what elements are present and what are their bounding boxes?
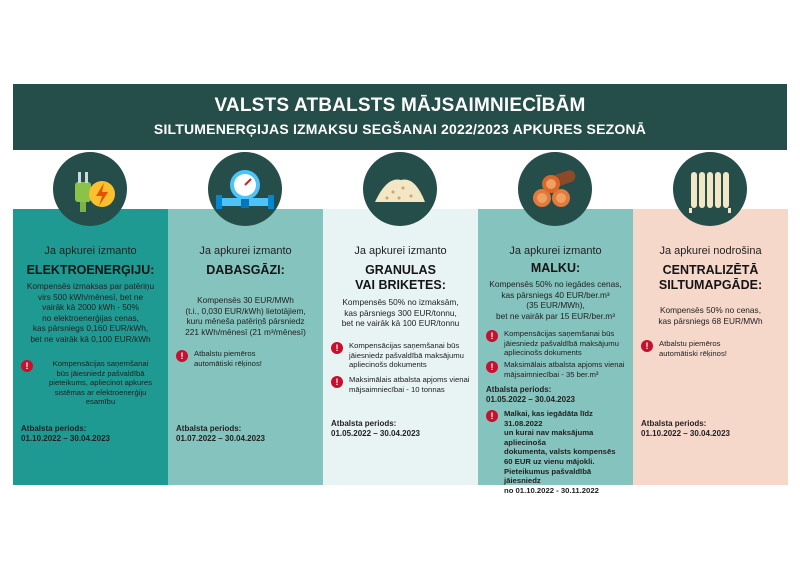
intro-text: Ja apkurei izmanto	[44, 245, 137, 257]
column-body: Kompensēs izmaksas par patēriņu virs 500 kWh/mēnesī, bet ne vairāk kā 2000 kWh - 50% no elektroenerģijas cenas, kas pārsniegs 0,160 EUR/kWh, bet ne vairāk kā 0,100 EUR/kWh	[26, 281, 155, 344]
warning-note: ! Atbalstu piemēros automātiski rēķinos!	[176, 349, 317, 368]
header-banner	[13, 84, 787, 150]
pellets-pile-icon	[363, 152, 437, 226]
column-pellets	[323, 209, 478, 485]
support-period: Atbalsta periods: 01.10.2022 – 30.04.2023	[641, 419, 730, 438]
firewood-extra-note: ! Malkai, kas iegādāta līdz 31.08.2022 un kurai nav maksājuma apliecinoša dokumenta, valsts kompensēs 60 EUR uz vienu mājokli. Pieteikumus pašvaldībā jāiesniedz no 01.10.2022 - 30.11.2022	[486, 409, 627, 495]
firewood-logs-icon	[518, 152, 592, 226]
warning-note: ! Maksimālais atbalsta apjoms vienai mājsaimniecībai - 35 ber.m³	[486, 360, 627, 379]
intro-text: Ja apkurei izmanto	[199, 245, 292, 257]
warning-note: ! Kompensācijas saņemšanai būs jāiesniedz pašvaldībā maksājumu apliecinošs dokuments	[331, 341, 472, 370]
column-heading: MALKU:	[530, 261, 581, 275]
column-heading: GRANULAS VAI BRIKETES:	[355, 263, 446, 292]
warning-icon: !	[486, 410, 498, 422]
column-body: Kompensēs 50% no izmaksām, kas pārsniegs 300 EUR/tonnu, bet ne vairāk kā 100 EUR/tonnu	[341, 297, 460, 329]
column-heading: DABASGĀZI:	[206, 263, 285, 277]
column-body: Kompensēs 30 EUR/MWh (t.i., 0,030 EUR/kWh) lietotājiem, kuru mēneša patēriņš pārsniedz 221 kWh/mēnesī (21 m³/mēnesī)	[185, 295, 306, 337]
column-gas	[168, 209, 323, 485]
warning-note: ! Atbalstu piemēros automātiski rēķinos!	[641, 339, 782, 358]
column-district-heating	[633, 209, 788, 485]
radiator-icon	[673, 152, 747, 226]
warning-icon: !	[176, 350, 188, 362]
warning-icon: !	[331, 342, 343, 354]
support-period: Atbalsta periods: 01.05.2022 – 30.04.2023	[331, 419, 420, 438]
support-period: Atbalsta periods: 01.05.2022 – 30.04.2023	[486, 385, 575, 404]
warning-icon: !	[331, 376, 343, 388]
support-period: Atbalsta periods: 01.10.2022 – 30.04.2023	[21, 424, 110, 443]
plug-lightning-icon	[53, 152, 127, 226]
warning-icon: !	[486, 330, 498, 342]
warning-icon: !	[641, 340, 653, 352]
gas-meter-icon	[208, 152, 282, 226]
warning-icon: !	[21, 360, 33, 372]
column-firewood	[478, 209, 633, 495]
column-electricity	[13, 209, 168, 485]
page-title: VALSTS ATBALSTS MĀJSAIMNIECĪBĀM	[214, 95, 586, 116]
intro-text: Ja apkurei izmanto	[354, 245, 447, 257]
warning-note: ! Maksimālais atbalsta apjoms vienai mājsaimniecībai - 10 tonnas	[331, 375, 472, 394]
page-subtitle: SILTUMENERĢIJAS IZMAKSU SEGŠANAI 2022/2023 APKURES SEZONĀ	[153, 121, 647, 137]
intro-text: Ja apkurei nodrošina	[659, 245, 762, 257]
warning-note: ! Kompensācijas saņemšanai būs jāiesniedz pašvaldībā maksājumu apliecinošs dokuments	[486, 329, 627, 358]
column-heading: CENTRALIZĒTĀ SILTUMAPGĀDE:	[658, 263, 763, 292]
column-heading: ELEKTROENERĢIJU:	[26, 263, 155, 277]
column-body: Kompensēs 50% no cenas, kas pārsniegs 68 EUR/MWh	[658, 305, 763, 326]
intro-text: Ja apkurei izmanto	[509, 245, 602, 257]
support-period: Atbalsta periods: 01.07.2022 – 30.04.2023	[176, 424, 265, 443]
warning-icon: !	[486, 361, 498, 373]
column-body: Kompensēs 50% no iegādes cenas, kas pārsniegs 40 EUR/ber.m³ (35 EUR/MWh), bet ne vairāk par 15 EUR/ber.m³	[489, 279, 622, 321]
warning-note: ! Kompensācijas saņemšanai būs jāiesniedz pašvaldībā pieteikums, apliecinot apkures sistēmas ar elektroenerģiju esamību	[21, 359, 162, 407]
